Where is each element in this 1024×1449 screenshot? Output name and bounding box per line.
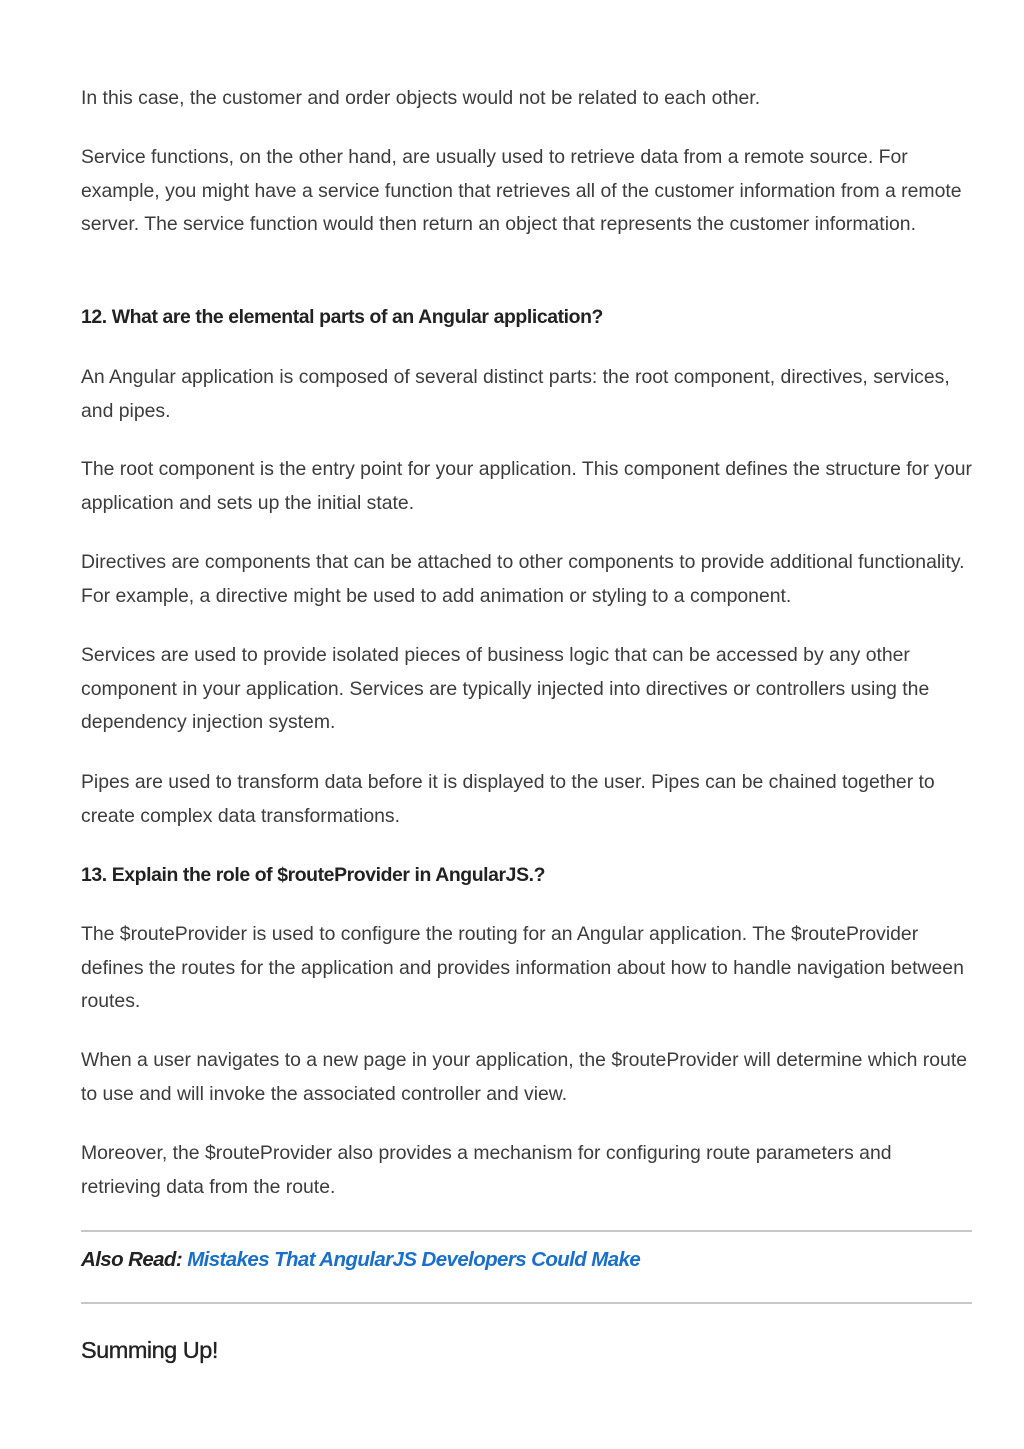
also-read-label: Also Read: (81, 1248, 183, 1271)
paragraph-routeprovider-parameters: Moreover, the $routeProvider also provides a mechanism for configuring route parameters and retrieving data from the route. (81, 1142, 892, 1198)
section-heading-summing-up: Summing Up! (81, 1337, 218, 1363)
paragraph-pipes: Pipes are used to transform data before it is displayed to the user. Pipes can be chained together to create complex data transformations. (81, 771, 935, 827)
also-read-link[interactable]: Mistakes That AngularJS Developers Could Make (187, 1248, 641, 1271)
paragraph-services: Services are used to provide isolated pieces of business logic that can be accessed by any other component in your application. Services are typically injected into directives or controllers using the dependency injection system. (81, 644, 930, 733)
paragraph-directives: Directives are components that can be attached to other components to provide additional functionality. For example, a directive might be used to add animation or styling to a component. (81, 551, 965, 607)
question-heading-12: 12. What are the elemental parts of an Angular application? (81, 306, 603, 328)
paragraph-root-component: The root component is the entry point for your application. This component defines the structure for your application and sets up the initial state. (81, 458, 973, 514)
paragraph-routeprovider-navigation: When a user navigates to a new page in your application, the $routeProvider will determine which route to use and will invoke the associated controller and view. (81, 1049, 968, 1105)
paragraph-angular-parts: An Angular application is composed of several distinct parts: the root component, directives, services, and pipes. (81, 366, 950, 422)
also-read-callout (81, 1243, 973, 1277)
paragraph-service-functions: Service functions, on the other hand, are usually used to retrieve data from a remote source. For example, you might have a service function that retrieves all of the customer information from a remote server. The service function would then return an object that represents the customer information. (81, 146, 962, 235)
paragraph-routeprovider-config: The $routeProvider is used to configure the routing for an Angular application. The $routeProvider defines the routes for the application and provides information about how to handle navigation between routes. (81, 923, 964, 1012)
paragraph-customer-order: In this case, the customer and order objects would not be related to each other. (81, 87, 761, 109)
question-heading-13: 13. Explain the role of $routeProvider in AngularJS.? (81, 864, 546, 886)
divider-bottom (81, 1302, 972, 1304)
divider-top (81, 1230, 972, 1232)
